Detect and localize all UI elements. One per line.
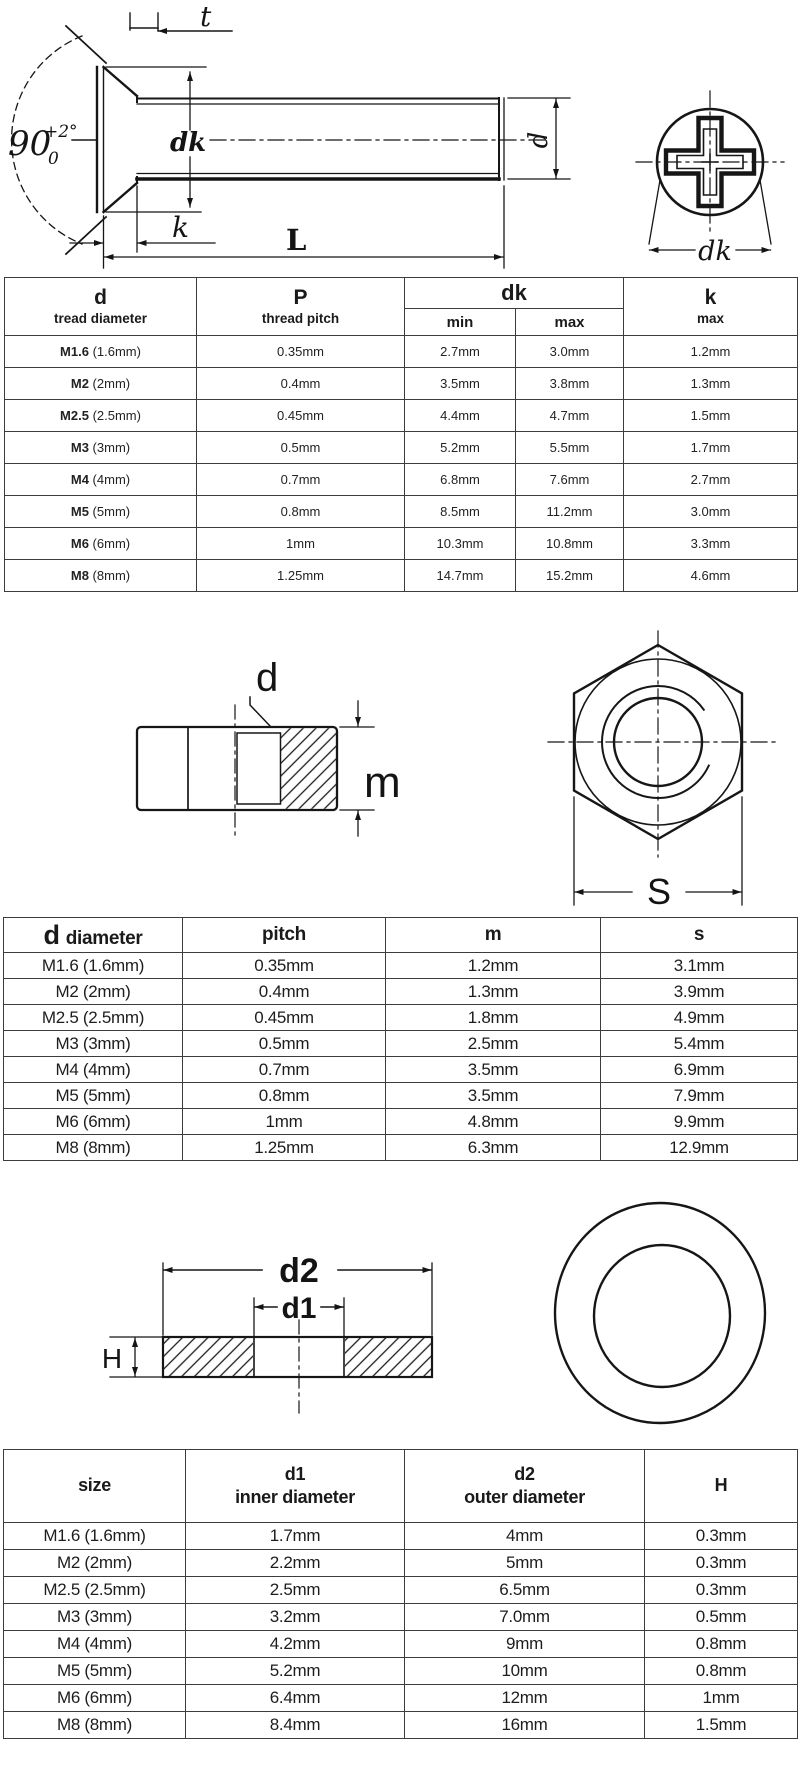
size-cell: M8 (8mm) bbox=[5, 560, 197, 592]
washer-table-header-d1: d1 inner diameter bbox=[186, 1450, 405, 1523]
screw-dimensions-table bbox=[4, 277, 798, 592]
countersunk-screw-drawing bbox=[0, 0, 800, 277]
value-cell: 10mm bbox=[405, 1658, 645, 1685]
table-row bbox=[4, 1550, 798, 1577]
table-row bbox=[4, 1712, 798, 1739]
table-row bbox=[4, 1658, 798, 1685]
value-cell: 6.5mm bbox=[405, 1577, 645, 1604]
washer-table-header-h: H bbox=[645, 1450, 798, 1523]
value-cell: 0.8mm bbox=[645, 1658, 798, 1685]
value-cell: 1.25mm bbox=[183, 1135, 386, 1161]
value-cell: 0.45mm bbox=[197, 400, 405, 432]
screw-table-header-k: k max bbox=[624, 278, 798, 336]
value-cell: 4.8mm bbox=[386, 1109, 601, 1135]
table-row bbox=[4, 1005, 798, 1031]
screw-dim-L-label: L bbox=[286, 223, 307, 257]
value-cell: 0.45mm bbox=[183, 1005, 386, 1031]
screw-dim-k-label: k bbox=[172, 211, 189, 244]
value-cell: 0.4mm bbox=[183, 979, 386, 1005]
value-cell: 3.0mm bbox=[516, 336, 624, 368]
washer-table-body bbox=[4, 1523, 798, 1739]
washer-dim-d2-label: d2 bbox=[279, 1252, 319, 1290]
table-row bbox=[4, 1577, 798, 1604]
value-cell: 3.2mm bbox=[186, 1604, 405, 1631]
table-row bbox=[4, 1685, 798, 1712]
table-row bbox=[4, 1031, 798, 1057]
value-cell: 10.8mm bbox=[516, 528, 624, 560]
value-cell: 1.5mm bbox=[624, 400, 798, 432]
value-cell: 1.25mm bbox=[197, 560, 405, 592]
value-cell: 5.2mm bbox=[186, 1658, 405, 1685]
value-cell: 2.5mm bbox=[386, 1031, 601, 1057]
value-cell: M8 (8mm) bbox=[4, 1712, 186, 1739]
table-row bbox=[5, 464, 798, 496]
value-cell: 2.5mm bbox=[186, 1577, 405, 1604]
value-cell: 0.8mm bbox=[645, 1631, 798, 1658]
nut-table-header-pitch: pitch bbox=[183, 918, 386, 953]
nut-table-header-d: d diameter bbox=[4, 918, 183, 953]
size-cell: M3 (3mm) bbox=[5, 432, 197, 464]
value-cell: 0.35mm bbox=[197, 336, 405, 368]
value-cell: M1.6 (1.6mm) bbox=[4, 1523, 186, 1550]
table-row bbox=[5, 528, 798, 560]
screw-dim-d-label: d bbox=[524, 131, 554, 149]
nut-dim-s-label: S bbox=[646, 871, 672, 912]
value-cell: M3 (3mm) bbox=[4, 1031, 183, 1057]
value-cell: 7.9mm bbox=[601, 1083, 798, 1109]
screw-dim-t-label: t bbox=[200, 0, 212, 33]
size-cell: M4 (4mm) bbox=[5, 464, 197, 496]
value-cell: 1.2mm bbox=[386, 953, 601, 979]
washer-table-header-d2: d2 outer diameter bbox=[405, 1450, 645, 1523]
screw-dim-dk-head-label: dk bbox=[170, 128, 207, 158]
nut-table-body bbox=[4, 953, 798, 1161]
value-cell: 4.4mm bbox=[405, 400, 516, 432]
value-cell: 3.3mm bbox=[624, 528, 798, 560]
value-cell: 1.3mm bbox=[386, 979, 601, 1005]
value-cell: 9mm bbox=[405, 1631, 645, 1658]
table-row bbox=[4, 1135, 798, 1161]
value-cell: 1.3mm bbox=[624, 368, 798, 400]
value-cell: 8.4mm bbox=[186, 1712, 405, 1739]
screw-angle-label: 90 bbox=[8, 124, 52, 164]
screw-table-body bbox=[5, 336, 798, 592]
table-row bbox=[4, 953, 798, 979]
value-cell: 9.9mm bbox=[601, 1109, 798, 1135]
value-cell: 7.0mm bbox=[405, 1604, 645, 1631]
nut-dim-d-label: d bbox=[256, 656, 279, 700]
value-cell: 5mm bbox=[405, 1550, 645, 1577]
value-cell: M6 (6mm) bbox=[4, 1109, 183, 1135]
value-cell: 12mm bbox=[405, 1685, 645, 1712]
value-cell: 1.5mm bbox=[645, 1712, 798, 1739]
value-cell: 1.7mm bbox=[186, 1523, 405, 1550]
value-cell: 10.3mm bbox=[405, 528, 516, 560]
value-cell: 15.2mm bbox=[516, 560, 624, 592]
washer-dimensions-table bbox=[3, 1449, 798, 1739]
value-cell: 0.7mm bbox=[197, 464, 405, 496]
value-cell: 2.7mm bbox=[624, 464, 798, 496]
value-cell: 0.5mm bbox=[645, 1604, 798, 1631]
table-row bbox=[4, 1057, 798, 1083]
value-cell: 4.9mm bbox=[601, 1005, 798, 1031]
washer-dim-d1-label: d1 bbox=[281, 1292, 317, 1325]
value-cell: 6.4mm bbox=[186, 1685, 405, 1712]
value-cell: 0.5mm bbox=[197, 432, 405, 464]
value-cell: 1mm bbox=[183, 1109, 386, 1135]
value-cell: 3.9mm bbox=[601, 979, 798, 1005]
screw-table-header-dk: dk bbox=[405, 278, 624, 309]
table-row bbox=[4, 1109, 798, 1135]
hex-nut-drawing bbox=[0, 605, 800, 917]
value-cell: M1.6 (1.6mm) bbox=[4, 953, 183, 979]
nut-table-header-s: s bbox=[601, 918, 798, 953]
table-row bbox=[5, 368, 798, 400]
value-cell: 4.2mm bbox=[186, 1631, 405, 1658]
value-cell: 1.7mm bbox=[624, 432, 798, 464]
value-cell: 6.9mm bbox=[601, 1057, 798, 1083]
value-cell: 0.35mm bbox=[183, 953, 386, 979]
value-cell: 4mm bbox=[405, 1523, 645, 1550]
value-cell: 5.2mm bbox=[405, 432, 516, 464]
value-cell: 14.7mm bbox=[405, 560, 516, 592]
table-row bbox=[4, 979, 798, 1005]
washer-table-header-size: size bbox=[4, 1450, 186, 1523]
size-cell: M5 (5mm) bbox=[5, 496, 197, 528]
screw-table-header-d: d tread diameter bbox=[5, 278, 197, 336]
table-row bbox=[4, 1604, 798, 1631]
nut-table-header-m: m bbox=[386, 918, 601, 953]
value-cell: 3.1mm bbox=[601, 953, 798, 979]
value-cell: 1.8mm bbox=[386, 1005, 601, 1031]
screw-table-header-dk-max: max bbox=[516, 309, 624, 336]
value-cell: 0.4mm bbox=[197, 368, 405, 400]
value-cell: 1mm bbox=[645, 1685, 798, 1712]
value-cell: 3.5mm bbox=[386, 1057, 601, 1083]
size-cell: M2.5 (2.5mm) bbox=[5, 400, 197, 432]
value-cell: 0.8mm bbox=[197, 496, 405, 528]
table-row bbox=[4, 1631, 798, 1658]
value-cell: M4 (4mm) bbox=[4, 1631, 186, 1658]
screw-table-header-dk-min: min bbox=[405, 309, 516, 336]
value-cell: 4.6mm bbox=[624, 560, 798, 592]
value-cell: 0.7mm bbox=[183, 1057, 386, 1083]
table-row bbox=[4, 1083, 798, 1109]
nut-dimensions-table bbox=[3, 917, 798, 1161]
value-cell: 12.9mm bbox=[601, 1135, 798, 1161]
value-cell: 0.5mm bbox=[183, 1031, 386, 1057]
value-cell: 16mm bbox=[405, 1712, 645, 1739]
value-cell: 11.2mm bbox=[516, 496, 624, 528]
value-cell: M2 (2mm) bbox=[4, 979, 183, 1005]
table-row bbox=[5, 496, 798, 528]
value-cell: 0.3mm bbox=[645, 1550, 798, 1577]
value-cell: M3 (3mm) bbox=[4, 1604, 186, 1631]
value-cell: 2.7mm bbox=[405, 336, 516, 368]
value-cell: M2.5 (2.5mm) bbox=[4, 1005, 183, 1031]
table-row bbox=[5, 336, 798, 368]
value-cell: 6.3mm bbox=[386, 1135, 601, 1161]
value-cell: 2.2mm bbox=[186, 1550, 405, 1577]
screw-topview-dk-label: dk bbox=[698, 236, 732, 267]
value-cell: M6 (6mm) bbox=[4, 1685, 186, 1712]
table-row bbox=[4, 1523, 798, 1550]
value-cell: M5 (5mm) bbox=[4, 1658, 186, 1685]
value-cell: 7.6mm bbox=[516, 464, 624, 496]
table-row bbox=[5, 400, 798, 432]
value-cell: 0.8mm bbox=[183, 1083, 386, 1109]
value-cell: 0.3mm bbox=[645, 1523, 798, 1550]
screw-table-header-p: P thread pitch bbox=[197, 278, 405, 336]
value-cell: 6.8mm bbox=[405, 464, 516, 496]
screw-angle-tolerance-upper: +2° bbox=[44, 122, 78, 142]
value-cell: 1.2mm bbox=[624, 336, 798, 368]
size-cell: M1.6 (1.6mm) bbox=[5, 336, 197, 368]
size-cell: M2 (2mm) bbox=[5, 368, 197, 400]
value-cell: 8.5mm bbox=[405, 496, 516, 528]
value-cell: 5.5mm bbox=[516, 432, 624, 464]
value-cell: M4 (4mm) bbox=[4, 1057, 183, 1083]
value-cell: M2.5 (2.5mm) bbox=[4, 1577, 186, 1604]
value-cell: M5 (5mm) bbox=[4, 1083, 183, 1109]
screw-angle-tolerance-lower: 0 bbox=[48, 149, 59, 169]
value-cell: 0.3mm bbox=[645, 1577, 798, 1604]
washer-dim-h-label: H bbox=[101, 1343, 123, 1374]
value-cell: M8 (8mm) bbox=[4, 1135, 183, 1161]
flat-washer-drawing bbox=[0, 1170, 800, 1446]
value-cell: M2 (2mm) bbox=[4, 1550, 186, 1577]
value-cell: 5.4mm bbox=[601, 1031, 798, 1057]
table-row bbox=[5, 560, 798, 592]
size-cell: M6 (6mm) bbox=[5, 528, 197, 560]
value-cell: 1mm bbox=[197, 528, 405, 560]
value-cell: 3.0mm bbox=[624, 496, 798, 528]
value-cell: 3.5mm bbox=[405, 368, 516, 400]
nut-dim-m-label: m bbox=[364, 758, 401, 807]
value-cell: 3.8mm bbox=[516, 368, 624, 400]
value-cell: 4.7mm bbox=[516, 400, 624, 432]
value-cell: 3.5mm bbox=[386, 1083, 601, 1109]
table-row bbox=[5, 432, 798, 464]
